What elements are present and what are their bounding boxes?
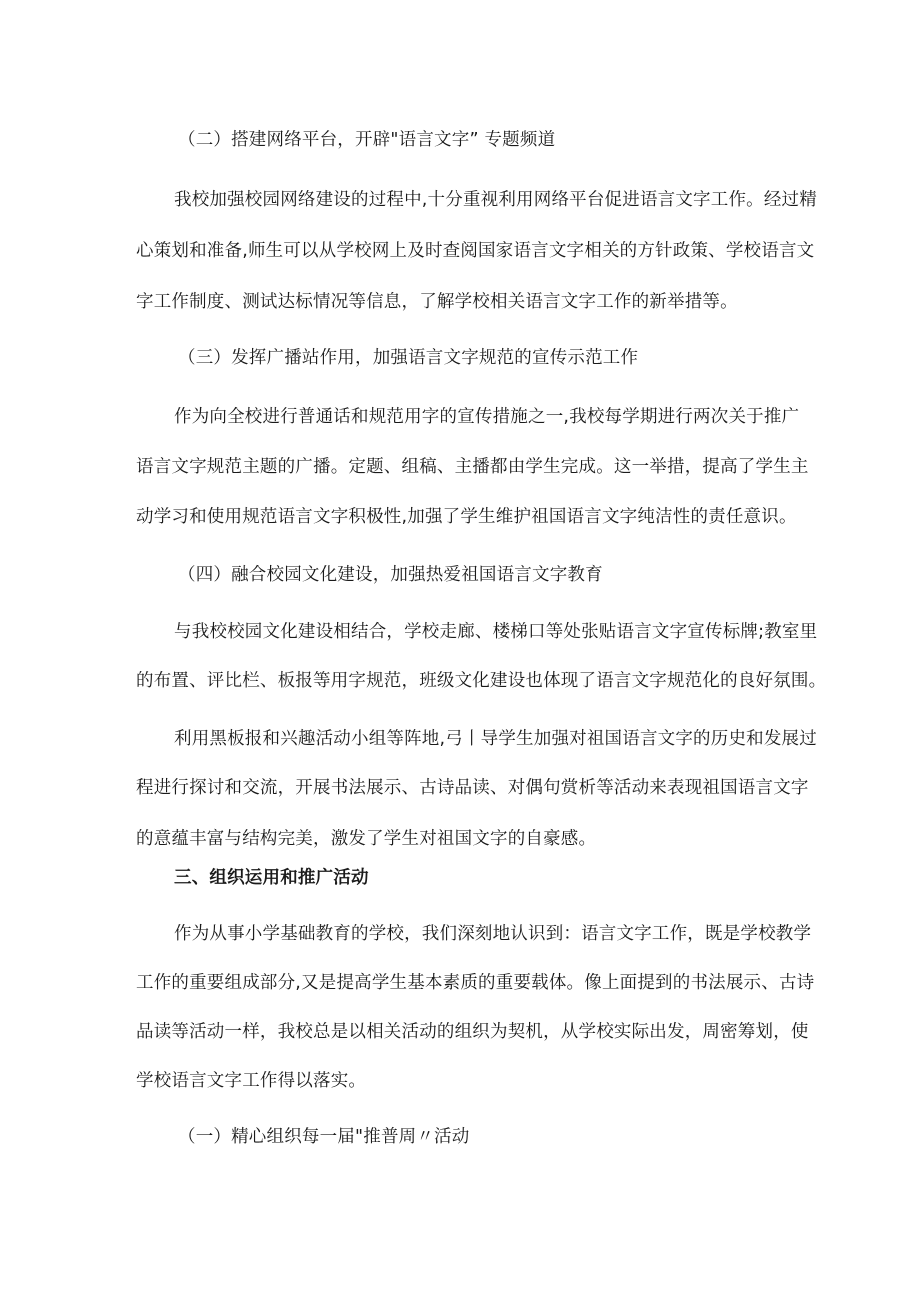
paragraph-line: 动学习和使用规范语言文字积极性,加强了学生维护祖国语言文字纯洁性的责任意识。	[136, 507, 797, 527]
paragraph-line: 工作的重要组成部分,又是提高学生基本素质的重要载体。像上面提到的书法展示、古诗	[136, 973, 815, 993]
subheading-campus-culture: （四）融合校园文化建设，加强热爱祖国语言文字教育	[178, 565, 603, 585]
paragraph-line: 语言文字规范主题的广播。定题、组稿、主播都由学生完成。这一举措，提高了学生主	[136, 457, 809, 477]
paragraph-line: 利用黑板报和兴趣活动小组等阵地,弓丨导学生加强对祖国语言文字的历史和发展过	[174, 729, 817, 749]
paragraph-line: 心策划和准备,师生可以从学校网上及时查阅国家语言文字相关的方针政策、学校语言文	[136, 241, 815, 261]
subheading-putonghua-week: （一）精心组织每一届"推普周〃活动	[178, 1127, 470, 1147]
paragraph-line: 程进行探讨和交流，开展书法展示、古诗品读、对偶句赏析等活动来表现祖国语言文字	[136, 778, 809, 798]
subheading-network-platform: （二）搭建网络平台，开辟"语言文字” 专题频道	[178, 130, 556, 150]
paragraph-line: 作为向全校进行普通话和规范用字的宣传措施之一,我校每学期进行两次关于推广	[174, 407, 800, 427]
paragraph-line: 品读等活动一样，我校总是以相关活动的组织为契机，从学校实际出发，周密筹划，使	[136, 1022, 809, 1042]
section-heading-organize-activities: 三、组织运用和推广活动	[174, 868, 369, 888]
paragraph-line: 的布置、评比栏、板报等用字规范，班级文化建设也体现了语言文字规范化的良好氛围。	[136, 671, 827, 691]
paragraph-line: 字工作制度、测试达标情况等信息，了解学校相关语言文字工作的新举措等。	[136, 292, 738, 312]
paragraph-line: 作为从事小学基础教育的学校，我们深刻地认识到：语言文字工作，既是学校教学	[174, 924, 812, 944]
paragraph-line: 的意蕴丰富与结构完美，激发了学生对祖国文字的自豪感。	[136, 829, 597, 849]
paragraph-line: 学校语言文字工作得以落实。	[136, 1071, 367, 1091]
paragraph-line: 与我校校园文化建设相结合，学校走廊、楼梯口等处张贴语言文字宣传标牌;教室里	[174, 622, 818, 642]
paragraph-line: 我校加强校园网络建设的过程中,十分重视利用网络平台促进语言文字工作。经过精	[174, 190, 817, 210]
subheading-broadcast-station: （三）发挥广播站作用，加强语言文字规范的宣传示范工作	[178, 348, 639, 368]
